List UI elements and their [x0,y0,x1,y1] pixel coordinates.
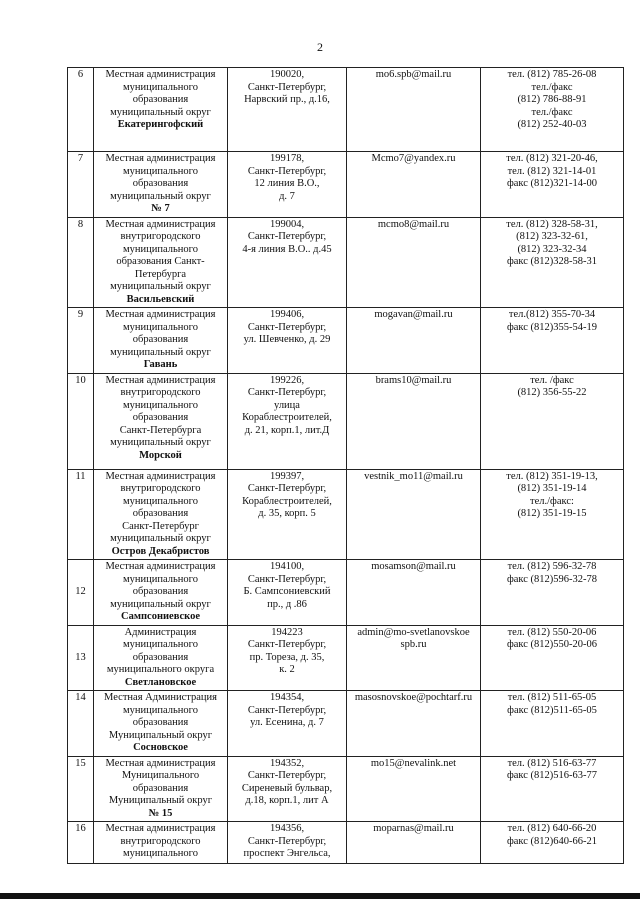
organization-name-line: внутригородского [120,483,201,494]
address-line: пр., д .86 [267,598,307,610]
email-cell [347,217,481,308]
address [228,373,347,469]
phone-line: (812) 356-55-22 [517,387,587,398]
phone-line: факс (812)321-14-00 [506,178,598,189]
address-line: улица [274,399,300,411]
address-line: Санкт-Петербург, [247,231,327,242]
phone-fax [481,822,624,864]
organization-name [94,373,228,469]
organization-name-line: образования [132,717,189,728]
table-row [68,756,624,822]
organization-name-line: Муниципального [121,770,200,781]
organization-name-line: муниципального [123,639,198,650]
organization-name-line: Местная администрация [105,69,216,80]
phone-line: тел. (812) 321-20-46, [506,153,598,164]
address [228,560,347,626]
organization-name-line: муниципальный округ [110,346,211,358]
phone-fax [481,691,624,757]
address [228,152,347,218]
address [228,308,347,374]
email-link-continued[interactable]: spb.ru [400,639,427,650]
address-line: 199397, [269,470,305,482]
organization-name [94,308,228,374]
phone-fax [481,152,624,218]
organization-name-line: Петербурга [134,268,187,280]
organization-name-line: муниципального [123,81,198,93]
phone-line: тел./факс [531,81,573,93]
organization-name-line: муниципального [123,495,198,507]
organization-name-line: образования Санкт- [116,256,205,267]
email-link[interactable]: mo15@nevalink.net [370,757,457,769]
organization-name-line: муниципальный округ [110,533,211,544]
organization-name-line: муниципального [123,165,198,177]
address-line: Кораблестроителей, [242,412,332,423]
organization-name-line: образования [132,178,189,189]
address-line: д. 21, корп.1, лит.Д [244,424,330,436]
phone-line: тел.(812) 355-70-34 [508,309,596,320]
phone-line: факс (812)328-58-31 [506,256,598,267]
address [228,217,347,308]
organization-name-line: Местная администрация [105,470,216,482]
organization-name-line: образования [132,586,189,597]
organization-name-line: Муниципальный округ [108,729,213,741]
address-line: к. 2 [279,664,295,675]
organization-name-line: внутригородского [120,387,201,398]
phone-fax [481,756,624,822]
organization-name [94,822,228,864]
phone-fax [481,308,624,374]
phone-fax [481,469,624,560]
organization-name-line: Местная администрация [105,309,216,320]
organization-name-line: Местная администрация [105,218,216,230]
organization-name-line: образования [132,94,189,105]
address-line: 199226, [269,374,305,386]
organization-name-line: Местная администрация [105,757,216,769]
table-row [68,691,624,757]
organization-name-line: муниципального [123,573,198,585]
address-line: 190020, [269,69,305,80]
organization-name-line: муниципального [123,704,198,716]
phone-line: (812) 351-19-15 [517,508,587,519]
organization-name-line: муниципального округа [106,664,215,675]
phone-line: факс (812)511-65-05 [507,704,597,716]
organization-name-line: муниципального [123,321,198,333]
email-cell [347,691,481,757]
organization-name [94,625,228,691]
organization-name-line: внутригородского [120,231,201,242]
email-link[interactable]: mo6.spb@mail.ru [375,69,452,80]
email-cell [347,469,481,560]
email-link[interactable]: vestnik_mo11@mail.ru [364,470,463,482]
phone-line: факс (812)596-32-78 [506,573,598,585]
table-row [68,308,624,374]
email-link[interactable]: admin@mo-svetlanovskoe [357,626,470,638]
address-line: 199004, [269,218,305,230]
address-line: 12 линия В.О., [254,178,320,189]
row-number: 14 [68,691,94,757]
phone-line: тел. (812) 516-63-77 [507,757,597,769]
email-cell [347,152,481,218]
page-number: 2 [317,40,323,54]
row-number: 12 [68,560,94,626]
district-name: Екатерингофский [117,119,204,130]
table-row [68,217,624,308]
organization-name [94,469,228,560]
row-number: 8 [68,217,94,308]
district-name: Остров Декабристов [111,545,210,557]
address-line: Санкт-Петербург, [247,321,327,333]
organization-name-line: Местная администрация [105,153,216,164]
email-cell [347,560,481,626]
address-line: 199406, [269,309,305,320]
organization-name-line: муниципальный округ [110,437,211,448]
table-row [68,152,624,218]
address-line: Б. Сампсониевский [243,586,331,597]
phone-line: тел. (812) 351-19-13, [506,470,598,482]
organization-name-line: муниципального [123,243,198,255]
phone-line: факс (812)640-66-21 [506,835,598,847]
organization-name [94,68,228,152]
bottom-rule [0,893,640,899]
organization-name-line: внутригородского [120,835,201,847]
phone-line: (812) 786-88-91 [517,94,587,105]
organization-name-line: Местная администрация [105,823,216,834]
address-line: д. 35, корп. 5 [258,508,316,519]
organization-name-line: муниципального [123,848,198,859]
phone-line: факс (812)355-54-19 [506,321,598,333]
email-link[interactable]: brams10@mail.ru [375,374,452,386]
district-name: Морской [139,449,182,461]
district-name: № 15 [148,807,173,819]
address-line: Санкт-Петербург, [247,835,327,847]
organization-name-line: муниципальный округ [110,598,211,610]
district-name: Сосновское [133,742,188,753]
row-number: 16 [68,822,94,864]
address-line: 194356, [269,823,305,834]
table-row [68,560,624,626]
email-cell [347,822,481,864]
email-cell [347,68,481,152]
phone-fax [481,625,624,691]
organization-name-line: Местная администрация [105,374,216,386]
address-line: проспект Энгельса, [243,848,331,859]
email-link[interactable]: moparnas@mail.ru [373,823,454,834]
organization-name-line: образования [132,334,189,345]
administration-table [67,67,624,864]
email-link[interactable]: mogavan@mail.ru [374,309,453,320]
table-row [68,625,624,691]
address-line: Сиреневый бульвар, [241,782,333,794]
address [228,822,347,864]
address-line: Санкт-Петербург, [247,573,327,585]
row-number: 6 [68,68,94,152]
address-line: Санкт-Петербург, [247,483,327,494]
address-line: ул. Есенина, д. 7 [250,717,324,728]
table-row [68,373,624,469]
phone-line: (812) 323-32-34 [517,243,587,255]
email-cell [347,756,481,822]
organization-name [94,691,228,757]
table-row [68,822,624,864]
email-link[interactable]: mcmo8@mail.ru [377,218,450,230]
address-line: 4-я линия В.О.. д.45 [242,243,332,255]
phone-line: тел. (812) 550-20-06 [507,626,597,638]
organization-name-line: образования [132,508,189,519]
phone-line: тел./факс [531,106,573,118]
phone-fax [481,217,624,308]
address [228,691,347,757]
row-number: 9 [68,308,94,374]
address [228,625,347,691]
address-line: Санкт-Петербург, [247,770,327,781]
phone-line: тел. (812) 321-14-01 [507,165,597,177]
phone-line: (812) 252-40-03 [517,119,587,130]
row-number: 10 [68,373,94,469]
row-number: 11 [68,469,94,560]
district-name: Светлановское [124,676,197,688]
email-link[interactable]: Mcmo7@yandex.ru [371,153,456,164]
district-name: Сампсониевское [121,611,200,622]
phone-fax [481,68,624,152]
email-cell [347,308,481,374]
organization-name-line: образования [132,412,189,423]
phone-line: факс (812)516-63-77 [506,770,598,781]
address-line: пр. Тореза, д. 35, [249,651,325,663]
email-link[interactable]: masosnovskoe@pochtarf.ru [354,692,473,703]
address-line: 199178, [269,153,305,164]
organization-name-line: Муниципальный округ [108,795,213,806]
address-line: Санкт-Петербург, [247,81,327,93]
organization-name-line: Администрация [124,626,197,638]
organization-name-line: Местная Администрация [104,692,217,703]
address-line: 194352, [269,757,305,769]
row-number: 7 [68,152,94,218]
address-line: д. 7 [279,190,295,202]
address-line: Санкт-Петербург, [247,704,327,716]
email-cell [347,625,481,691]
organization-name [94,217,228,308]
organization-name [94,560,228,626]
phone-line: факс (812)550-20-06 [506,639,598,650]
address-line: ул. Шевченко, д. 29 [243,334,331,345]
address-line: 194223 [271,626,303,638]
address-line: 194100, [269,561,305,572]
organization-name [94,152,228,218]
address-line: д.18, корп.1, лит А [245,795,329,806]
phone-line: тел. (812) 511-65-05 [507,692,597,703]
organization-name-line: муниципальный округ [110,106,211,118]
address-line: 194354, [269,692,305,703]
email-link[interactable]: mosamson@mail.ru [371,561,456,572]
address [228,469,347,560]
row-number: 15 [68,756,94,822]
organization-name-line: Санкт-Петербурга [119,424,202,436]
organization-name-line: образования [132,651,189,663]
organization-name-line: Местная администрация [105,561,216,572]
district-name: № 7 [151,203,170,214]
phone-line: тел. /факс [530,374,574,386]
phone-line: (812) 351-19-14 [517,483,587,494]
district-name: Васильевский [126,293,195,305]
organization-name-line: муниципальный округ [110,281,211,292]
table-body [68,68,624,864]
address-line: Санкт-Петербург, [247,387,327,398]
phone-fax [481,560,624,626]
phone-line: тел. (812) 328-58-31, [506,218,598,230]
address-line: Кораблестроителей, [242,495,332,507]
phone-fax [481,373,624,469]
organization-name-line: муниципального [123,399,198,411]
address [228,756,347,822]
row-number: 13 [68,625,94,691]
address-line: Санкт-Петербург, [247,165,327,177]
organization-name-line: муниципальный округ [110,190,211,202]
email-cell [347,373,481,469]
organization-name [94,756,228,822]
table-row [68,469,624,560]
phone-line: тел. (812) 785-26-08 [507,69,597,80]
organization-name-line: Санкт-Петербург [122,520,199,532]
organization-name-line: образования [132,782,189,794]
phone-line: (812) 323-32-61, [516,231,588,242]
phone-line: тел./факс: [530,495,574,507]
table-row [68,68,624,152]
district-name: Гавань [143,359,178,370]
phone-line: тел. (812) 640-66-20 [507,823,597,834]
phone-line: тел. (812) 596-32-78 [507,561,597,572]
address-line: Санкт-Петербург, [247,639,327,650]
address-line: Нарвский пр., д.16, [244,94,330,105]
address [228,68,347,152]
